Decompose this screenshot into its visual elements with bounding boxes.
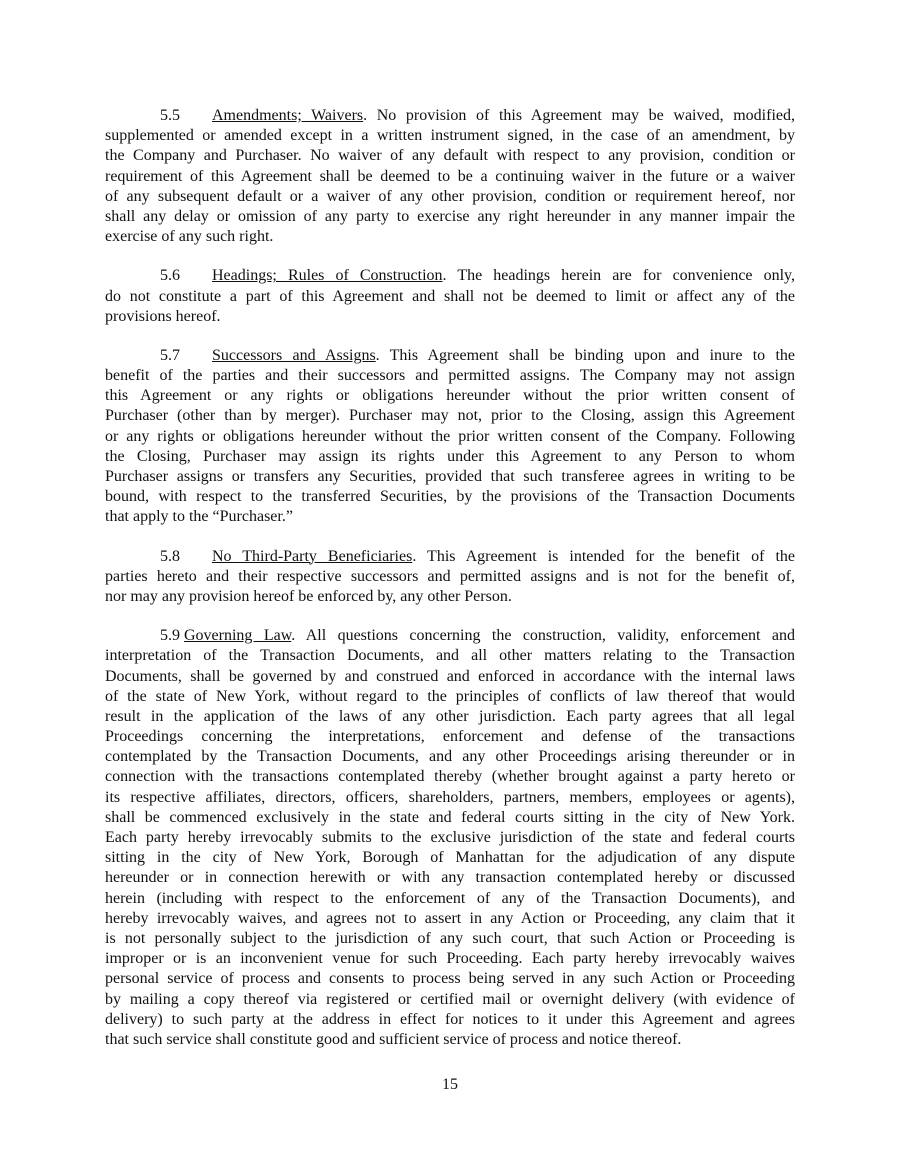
section-line: of the state of New York, without regard to the principles of conflicts of law thereof that would [105,687,795,705]
section-first-line [105,266,795,286]
section-text: . All questions concerning the construction, validity, enforcement and [291,627,795,645]
section-line: by mailing a copy thereof via registered or certified mail or overnight delivery (with evidence of [105,990,795,1008]
section-line: shall be commenced exclusively in the state and federal courts sitting in the city of New York. [105,808,795,826]
section-line: provisions hereof. [105,307,221,325]
section-line: bound, with respect to the transferred Securities, by the provisions of the Transaction Documents [105,488,795,506]
section-line: exercise of any such right. [105,228,274,246]
section-line: herein (including with respect to the enforcement of any of the Transaction Documents), and [105,889,795,907]
section-line: this Agreement or any rights or obligations hereunder without the prior written consent of [105,387,795,405]
section-line: parties hereto and their respective successors and permitted assigns and is not for the benefit of, [105,567,795,585]
section-line: the Closing, Purchaser may assign its rights under this Agreement to any Person to whom [105,447,795,465]
section-line: Purchaser (other than by merger). Purchaser may not, prior to the Closing, assign this Agreement [105,407,795,425]
section-5-8 [105,547,795,608]
section-number: 5.7 [160,346,180,364]
section-number: 5.8 [160,547,180,565]
section-5-6 [105,266,795,327]
section-line: supplemented or amended except in a written instrument signed, in the case of an amendment, by [105,127,795,145]
section-line: that such service shall constitute good and sufficient service of process and notice thereof. [105,1030,682,1048]
section-5-5 [105,106,795,247]
section-text: . This Agreement is intended for the benefit of the [412,547,795,565]
section-line: Each party hereby irrevocably submits to the exclusive jurisdiction of the state and federal courts [105,829,795,846]
section-line: of any subsequent default or a waiver of any other provision, condition or requirement hereof, nor [105,187,795,205]
section-heading: Governing Law [184,627,292,645]
section-number: 5.6 [160,267,180,285]
section-line: is not personally subject to the jurisdiction of any such court, that such Action or Proceeding is [105,929,795,947]
section-line: its respective affiliates, directors, officers, shareholders, partners, members, employees or agents), [105,788,795,806]
section-line: Documents, shall be governed by and construed and enforced in accordance with the internal laws [105,667,795,685]
section-line: connection with the transactions contemplated thereby (whether brought against a party hereto or [105,768,795,786]
section-first-line [105,346,795,366]
section-line: do not constitute a part of this Agreement and shall not be deemed to limit or affect any of the [105,287,795,305]
section-line: result in the application of the laws of any other jurisdiction. Each party agrees that all legal [105,707,795,725]
section-line: the Company and Purchaser. No waiver of any default with respect to any provision, condition or [105,147,795,165]
section-line: delivery) to such party at the address in effect for notices to it under this Agreement and agrees [105,1010,795,1028]
section-line: contemplated by the Transaction Documents, and any other Proceedings arising thereunder or in [105,748,795,766]
page-number: 15 [442,1076,458,1093]
section-heading: Successors and Assigns [212,346,376,364]
section-line: hereunder or in connection herewith or with any transaction contemplated hereby or discussed [105,869,795,887]
section-line: Proceedings concerning the interpretations, enforcement and defense of the transactions [105,728,795,746]
section-text: . The headings herein are for convenience only, [442,267,796,285]
section-line: sitting in the city of New York, Borough of Manhattan for the adjudication of any dispute [105,849,795,867]
section-text: . This Agreement shall be binding upon and inure to the [375,346,796,364]
section-heading: No Third-Party Beneficiaries [212,547,413,565]
section-text: . No provision of this Agreement may be waived, modified, [363,107,795,124]
section-first-line [105,547,795,567]
section-first-line [105,106,795,126]
section-number: 5.9 [160,627,180,645]
section-heading: Headings; Rules of Construction [212,267,443,285]
section-line: that apply to the “Purchaser.” [105,508,293,526]
section-5-7 [105,346,795,528]
document-page [105,106,795,1069]
section-line: hereby irrevocably waives, and agrees not to assert in any Action or Proceeding, any claim that it [105,909,795,927]
section-line: interpretation of the Transaction Documents, and all other matters relating to the Transaction [105,647,795,665]
section-line: personal service of process and consents to process being served in any such Action or Proceeding [105,970,795,988]
section-number: 5.5 [160,107,180,124]
section-first-line [105,626,795,646]
section-heading: Amendments; Waivers [212,107,364,124]
section-5-9 [105,626,795,1050]
section-line: improper or is an inconvenient venue for such Proceeding. Each party hereby irrevocably waives [105,950,795,968]
section-line: nor may any provision hereof be enforced by, any other Person. [105,587,512,605]
section-line: Purchaser assigns or transfers any Securities, provided that such transferee agrees in writing to be [105,468,795,485]
section-line: shall any delay or omission of any party to exercise any right hereunder in any manner impair the [105,207,795,225]
section-line: or any rights or obligations hereunder without the prior written consent of the Company. Following [105,427,795,445]
section-line: requirement of this Agreement shall be deemed to be a continuing waiver in the future or a waiver [105,167,795,185]
section-line: benefit of the parties and their successors and permitted assigns. The Company may not assign [105,367,795,385]
